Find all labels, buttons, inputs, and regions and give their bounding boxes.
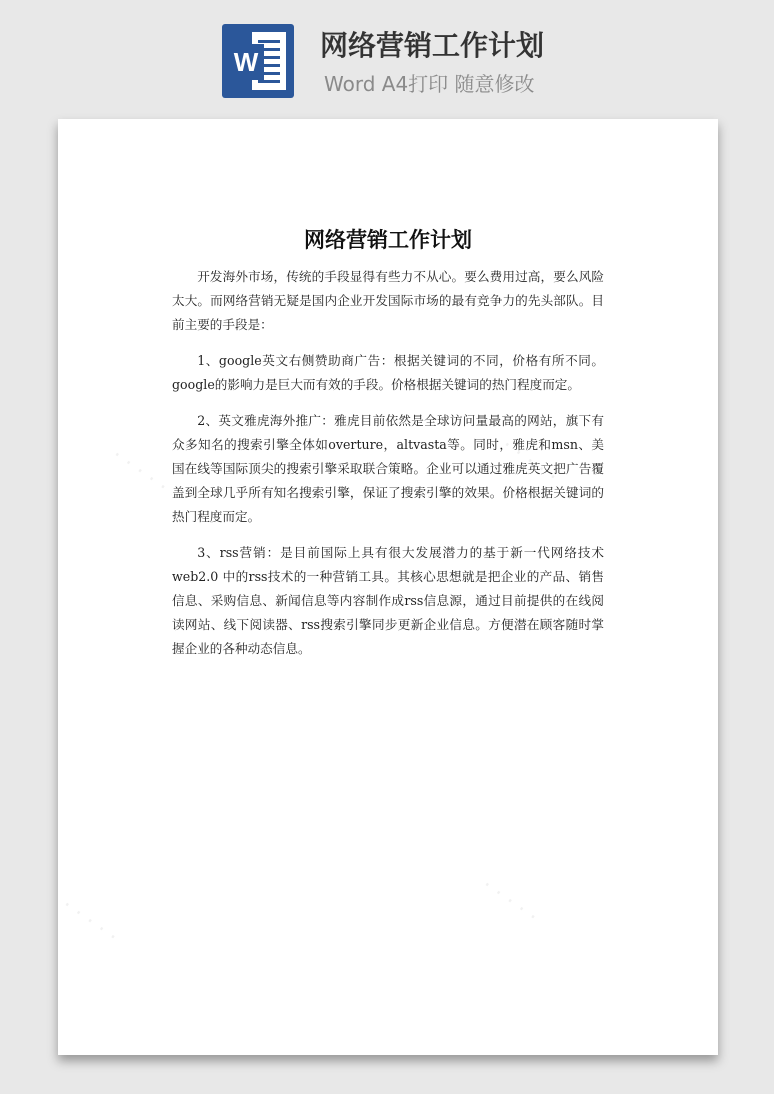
paragraph-google: 1、google英文右侧赞助商广告：根据关键词的不同，价格有所不同。google的影响力是巨大而有效的手段。价格根据关键词的热门程度而定。: [172, 353, 604, 392]
header-subtitle: Word A4打印 随意修改: [324, 72, 535, 96]
watermark: · · · · ·: [496, 433, 563, 490]
document-body: [172, 265, 604, 673]
watermark: · · · · ·: [106, 443, 173, 500]
watermark: · · · · ·: [56, 893, 123, 950]
word-icon-letter: W: [228, 44, 264, 80]
header: [0, 0, 774, 110]
document-title: 网络营销工作计划: [304, 228, 472, 252]
paragraph-yahoo: 2、英文雅虎海外推广：雅虎目前依然是全球访问量最高的网站，旗下有众多知名的搜索引擎全体如overture，altvasta等。同时，雅虎和msn、美国在线等国际顶尖的搜索引擎采取联合策略。企业可以通过雅虎英文把广告覆盖到全球几乎所有知名搜索引擎，保证了搜索引擎的效果。价格根据关键词的热门程度而定。: [172, 413, 604, 524]
paragraph-intro: 开发海外市场，传统的手段显得有些力不从心。要么费用过高，要么风险太大。而网络营销无疑是国内企业开发国际市场的最有竞争力的先头部队。目前主要的手段是：: [172, 269, 604, 332]
word-icon: [222, 24, 294, 98]
paragraph-rss: 3、rss营销：是目前国际上具有很大发展潜力的基于新一代网络技术web2.0 中的rss技术的一种营销工具。其核心思想就是把企业的产品、销售信息、采购信息、新闻信息等内容制作成rss信息源，通过目前提供的在线阅读网站、线下阅读器、rss搜索引擎同步更新企业信息。方便潜在顾客随时掌握企业的各种动态信息。: [172, 545, 604, 656]
watermark: · · · · ·: [476, 873, 543, 930]
document-page: [58, 119, 718, 1055]
header-title: 网络营销工作计划: [320, 29, 545, 62]
